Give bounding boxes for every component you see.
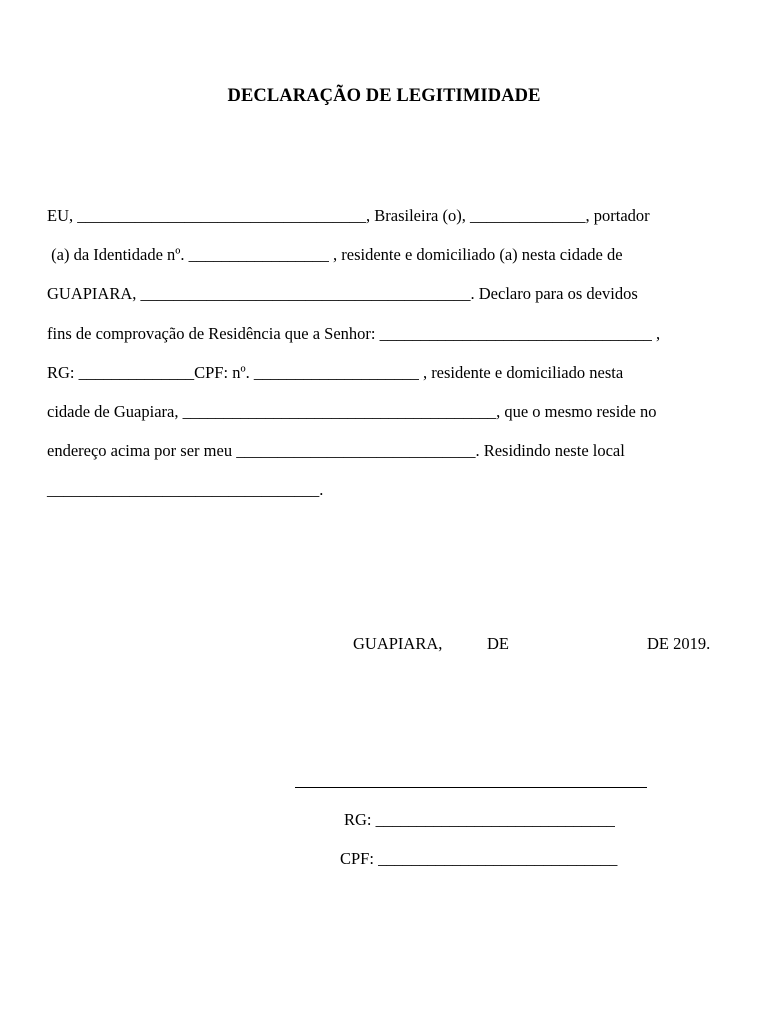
paragraph-line-1: EU, ___________________________________, Brasileira (o), ______________, portador xyxy=(47,206,650,225)
paragraph-line-4: fins de comprovação de Residência que a Senhor: _________________________________ , xyxy=(47,324,661,343)
paragraph-line-5: RG: ______________CPF: nº. ____________________ , residente e domiciliado nesta xyxy=(47,363,624,382)
date-de-month: DE xyxy=(487,634,509,653)
document-title: DECLARAÇÃO DE LEGITIMIDADE xyxy=(227,86,541,106)
signature-cpf: CPF: _____________________________ xyxy=(340,849,618,868)
signature-rg: RG: _____________________________ xyxy=(344,810,615,829)
paragraph-line-2: (a) da Identidade nº. _________________ , residente e domiciliado (a) nesta cidade de xyxy=(47,245,623,264)
date-de-year: DE 2019. xyxy=(647,634,711,653)
paragraph-line-6: cidade de Guapiara, ______________________________________, que o mesmo reside no xyxy=(47,402,657,421)
signature-line xyxy=(295,787,647,788)
date-city: GUAPIARA, xyxy=(353,634,443,653)
paragraph-line-3: GUAPIARA, ________________________________________. Declaro para os devidos xyxy=(47,284,638,303)
paragraph-line-7: endereço acima por ser meu _____________________________. Residindo neste local xyxy=(47,441,625,460)
paragraph-line-8: _________________________________. xyxy=(47,480,324,499)
